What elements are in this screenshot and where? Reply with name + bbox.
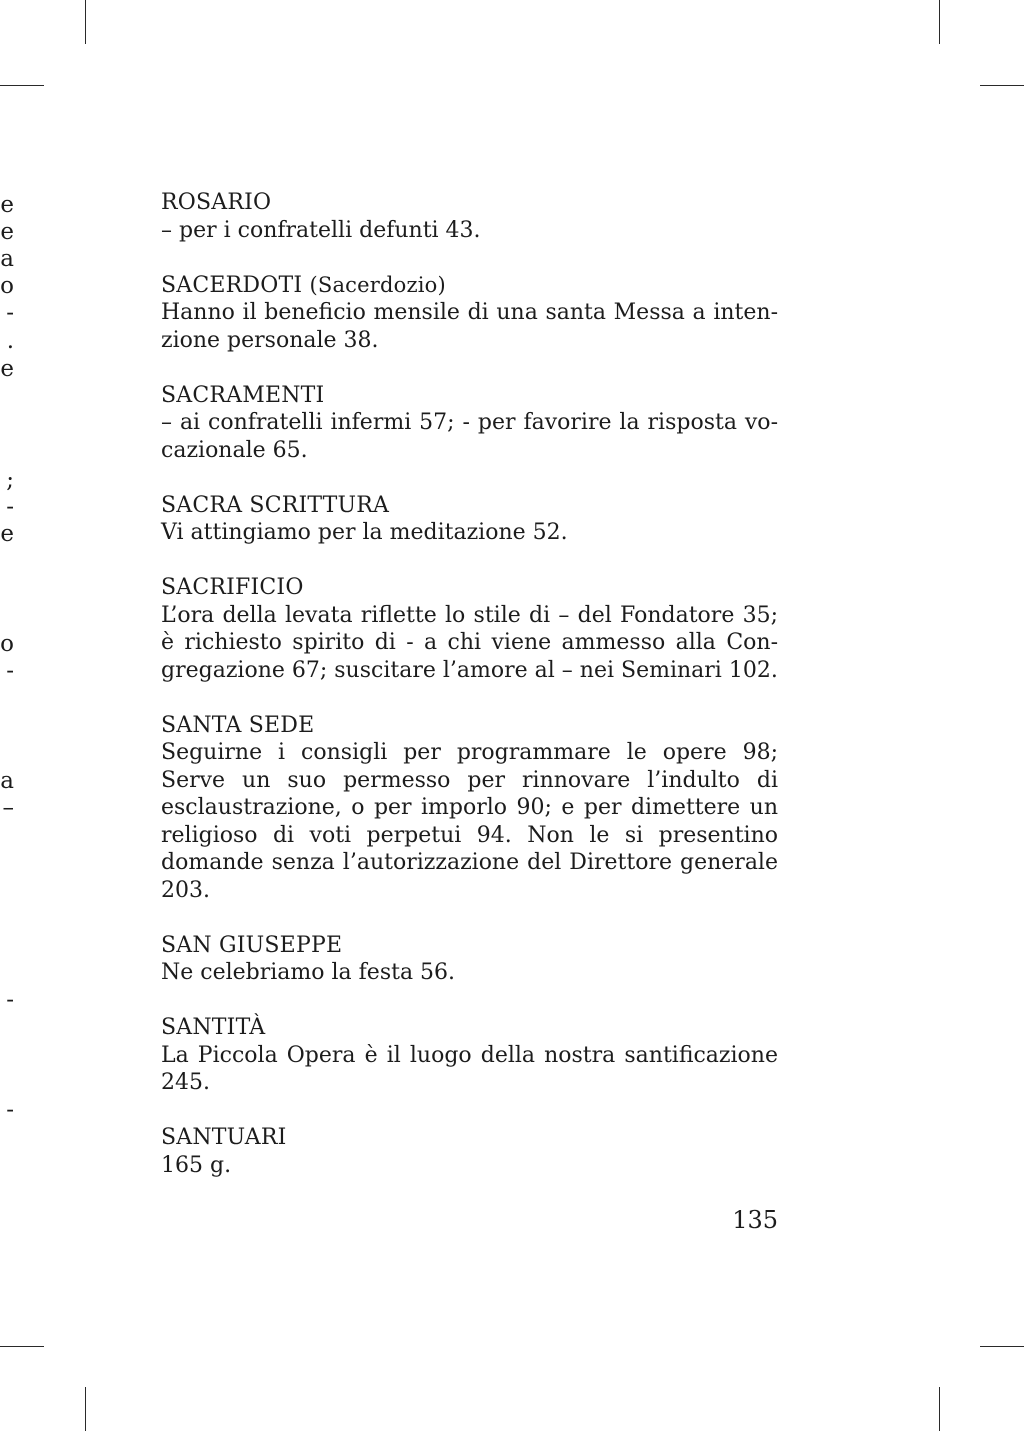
crop-mark-bottom-left-horizontal — [0, 1346, 44, 1347]
entry-heading — [161, 932, 778, 960]
crop-mark-top-right-vertical — [939, 0, 940, 44]
margin-fragment: e — [0, 356, 14, 382]
index-entry-sacrificio — [161, 574, 778, 684]
entry-term: SACERDOTI — [161, 272, 303, 298]
entry-body: L’ora della levata riflette lo stile di – del Fondatore 35; è richiesto spirito di - a chi viene ammesso alla Congregazione 67; suscitare l’amore al – nei Seminari 102. — [161, 602, 778, 683]
entry-body: – per i confratelli defunti 43. — [161, 217, 481, 243]
index-entry-santuari — [161, 1124, 778, 1179]
entry-term: SACRIFICIO — [161, 575, 304, 600]
entry-qualifier: (Sacerdozio) — [309, 272, 446, 297]
entry-heading — [161, 712, 778, 740]
entry-body: Seguirne i consigli per programmare le opere 98; Serve un suo permesso per rinnovare l’indulto di esclaustrazione, o per imporlo 90; e per dimettere un religioso di voti perpetui 94. Non le si presentino domande senza l’autorizzazione del Direttore generale 203. — [161, 740, 778, 903]
entry-body: Ne celebriamo la festa 56. — [161, 960, 456, 985]
entry-term: SANTUARI — [161, 1125, 287, 1150]
entry-body: 165 g. — [161, 1152, 232, 1178]
entry-body: La Piccola Opera è il luogo della nostra santificazione 245. — [161, 1042, 778, 1095]
crop-mark-bottom-right-vertical — [939, 1387, 940, 1431]
margin-fragment: - — [6, 300, 14, 326]
crop-mark-top-left-horizontal — [0, 85, 44, 86]
index-entry-santa-sede — [161, 712, 778, 905]
entry-heading — [161, 272, 778, 300]
entry-term: ROSARIO — [161, 190, 272, 215]
entry-body: Hanno il beneficio mensile di una santa Messa a intenzione personale 38. — [161, 300, 778, 353]
margin-fragment: - — [6, 658, 14, 684]
crop-mark-bottom-right-horizontal — [980, 1346, 1024, 1347]
margin-fragment: a — [0, 768, 14, 794]
index-entry-sacra-scrittura — [161, 492, 778, 547]
margin-fragment: – — [2, 795, 14, 821]
margin-fragment: e — [0, 219, 14, 245]
index-entries — [161, 189, 778, 1207]
crop-mark-bottom-left-vertical — [85, 1387, 86, 1431]
margin-fragment: e — [0, 521, 14, 547]
crop-mark-top-right-horizontal — [980, 85, 1024, 86]
entry-term: SACRAMENTI — [161, 382, 325, 408]
margin-fragment: o — [0, 273, 14, 299]
margin-fragment: ; — [6, 467, 14, 493]
entry-term: SANTA SEDE — [161, 712, 315, 738]
entry-heading — [161, 574, 778, 602]
margin-fragment: - — [6, 494, 14, 520]
entry-heading — [161, 382, 778, 410]
entry-body: Vi attingiamo per la meditazione 52. — [161, 520, 568, 545]
margin-fragment: - — [6, 1097, 14, 1123]
entry-term: SACRA SCRITTURA — [161, 492, 390, 518]
margin-fragment: - — [6, 987, 14, 1013]
entry-term: SAN GIUSEPPE — [161, 932, 343, 958]
page-number: 135 — [732, 1206, 778, 1234]
index-entry-santita — [161, 1014, 778, 1097]
entry-heading — [161, 1014, 778, 1042]
entry-body: – ai confratelli infermi 57; - per favorire la risposta vocazionale 65. — [161, 410, 778, 463]
entry-heading — [161, 189, 778, 217]
index-entry-sacramenti — [161, 382, 778, 465]
margin-fragment: a — [0, 246, 14, 272]
entry-heading — [161, 492, 778, 520]
entry-term: SANTITÀ — [161, 1015, 266, 1040]
margin-fragment: o — [0, 631, 14, 657]
margin-fragment: e — [0, 192, 14, 218]
margin-fragment: . — [6, 328, 14, 354]
index-entry-san-giuseppe — [161, 932, 778, 987]
crop-mark-top-left-vertical — [85, 0, 86, 44]
index-entry-sacerdoti — [161, 272, 778, 355]
index-entry-rosario — [161, 189, 778, 244]
entry-heading — [161, 1124, 778, 1152]
